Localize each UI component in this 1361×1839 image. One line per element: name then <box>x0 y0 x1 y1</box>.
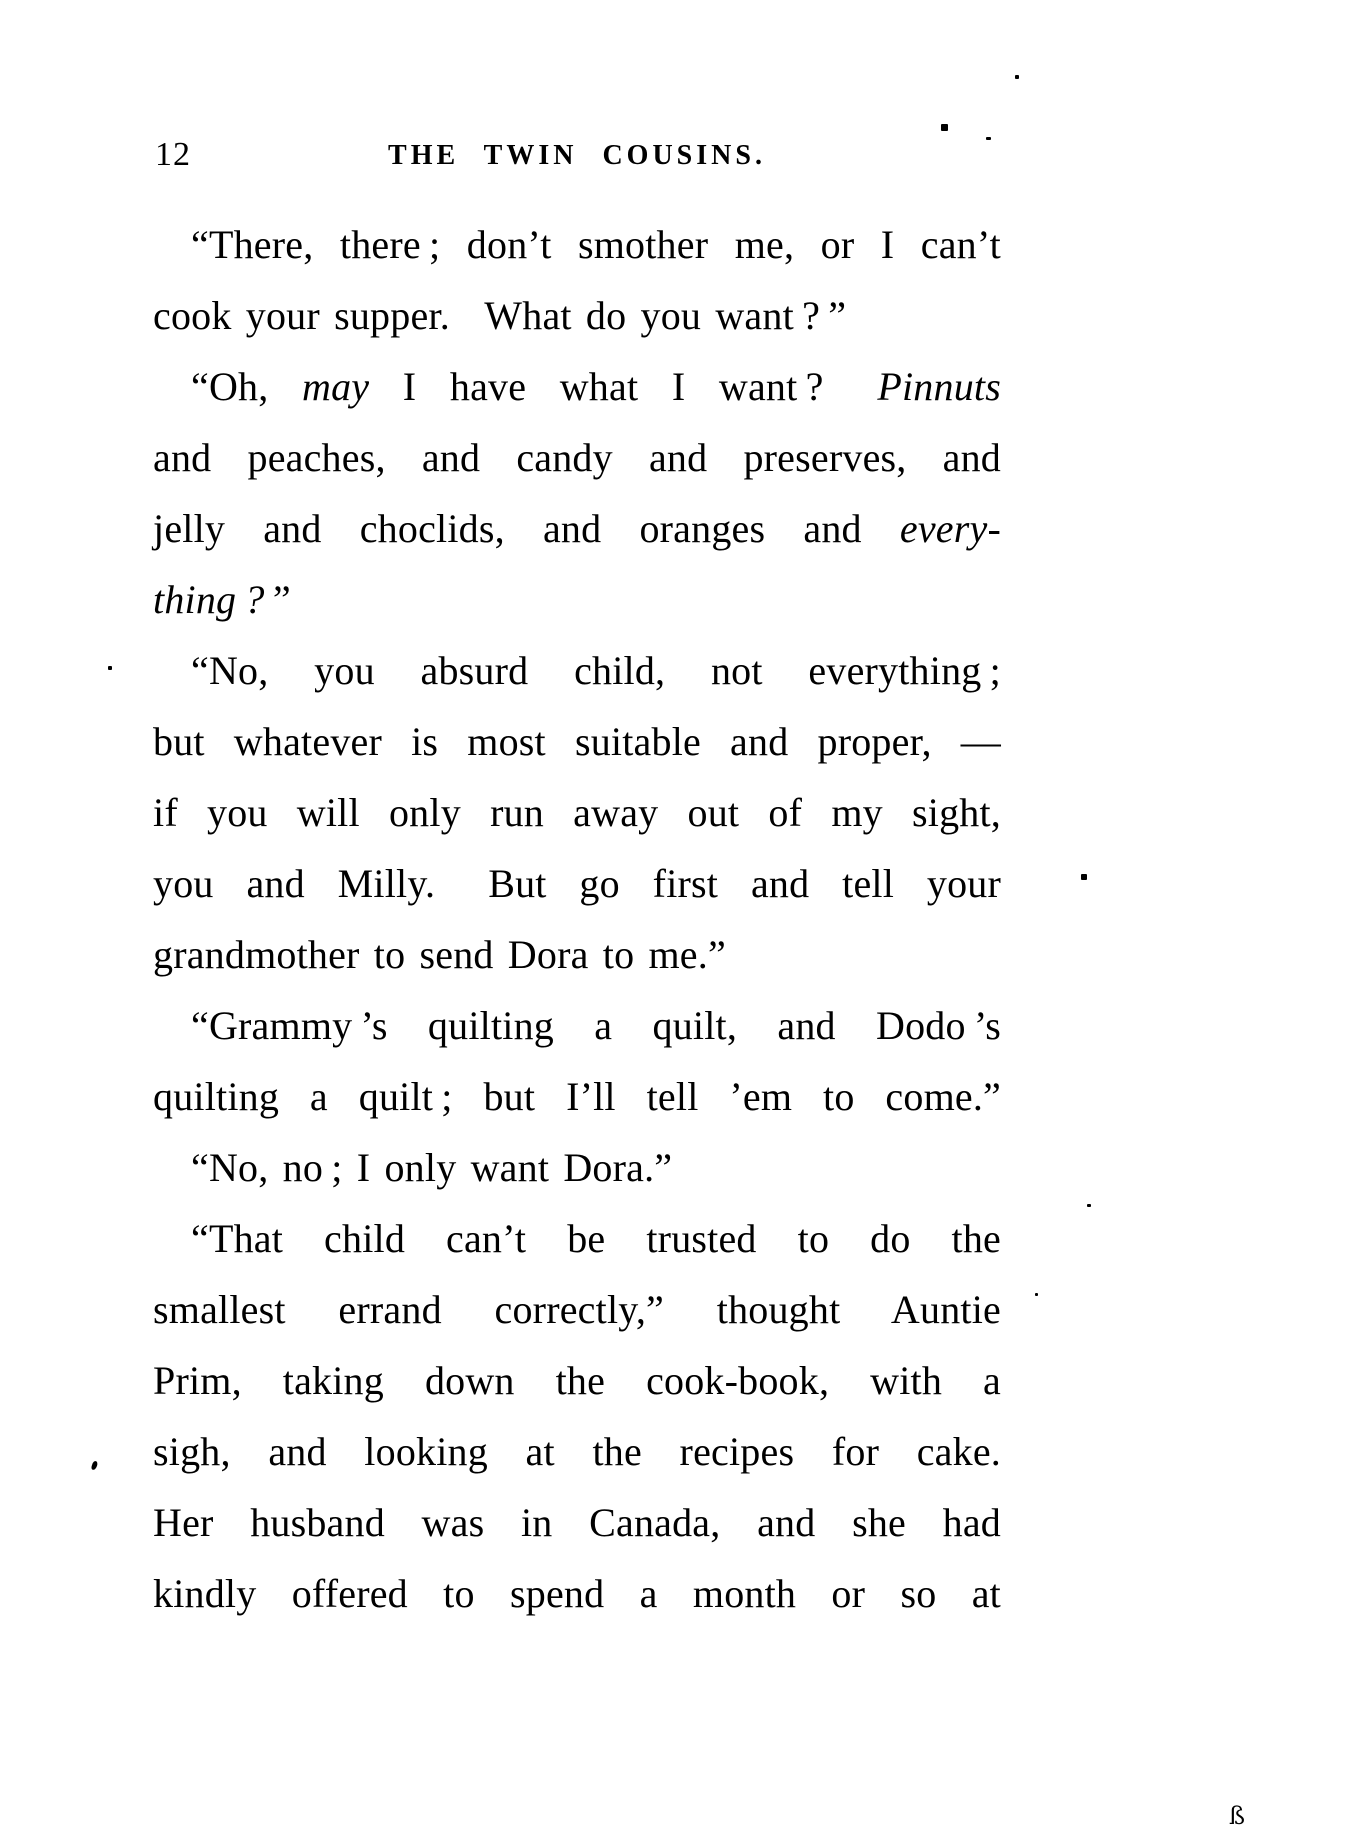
text-line: Prim, taking down the cook-book, with a <box>153 1358 1001 1403</box>
scan-speck <box>1087 1204 1091 1207</box>
page-body <box>153 209 1001 1629</box>
scan-speck <box>91 1460 99 1470</box>
text-line: smallest errand correctly,” thought Auntie <box>153 1287 1001 1332</box>
running-title: THE TWIN COUSINS. <box>388 140 766 171</box>
text-line: thing ? ” <box>153 577 291 622</box>
text-line: “Oh, may I have what I want ? Pinnuts <box>191 364 1001 409</box>
scan-speck <box>1081 874 1087 880</box>
text-line: “No, no ; I only want Dora.” <box>191 1145 673 1190</box>
scan-speck <box>108 666 112 670</box>
text-line: you and Milly. But go first and tell your <box>153 861 1001 906</box>
text-line: grandmother to send Dora to me.” <box>153 932 726 977</box>
text-line: jelly and choclids, and oranges and every- <box>153 506 1001 551</box>
scan-speck <box>1035 1293 1038 1296</box>
scan-speck <box>941 124 948 131</box>
text-line: sigh, and looking at the recipes for cake. <box>153 1429 1001 1474</box>
text-line: but whatever is most suitable and proper, — <box>153 719 1001 764</box>
text-line: “That child can’t be trusted to do the <box>191 1216 1001 1261</box>
text-line: “Grammy ’s quilting a quilt, and Dodo ’s <box>191 1003 1001 1048</box>
text-line: “No, you absurd child, not everything ; <box>191 648 1001 693</box>
text-line: cook your supper. What do you want ? ” <box>153 293 847 338</box>
scan-speck <box>986 137 991 140</box>
scan-speck <box>1015 75 1019 79</box>
text-line: quilting a quilt ; but I’ll tell ’em to come.” <box>153 1074 1001 1119</box>
text-line: kindly offered to spend a month or so at <box>153 1571 1001 1616</box>
page-header <box>153 134 1001 180</box>
page-number: 12 <box>155 136 191 173</box>
text-line: Her husband was in Canada, and she had <box>153 1500 1001 1545</box>
text-line: and peaches, and candy and preserves, and <box>153 435 1001 480</box>
printers-mark: ß <box>1229 1802 1246 1830</box>
text-line: if you will only run away out of my sight, <box>153 790 1001 835</box>
text-line: “There, there ; don’t smother me, or I can’t <box>191 222 1001 267</box>
